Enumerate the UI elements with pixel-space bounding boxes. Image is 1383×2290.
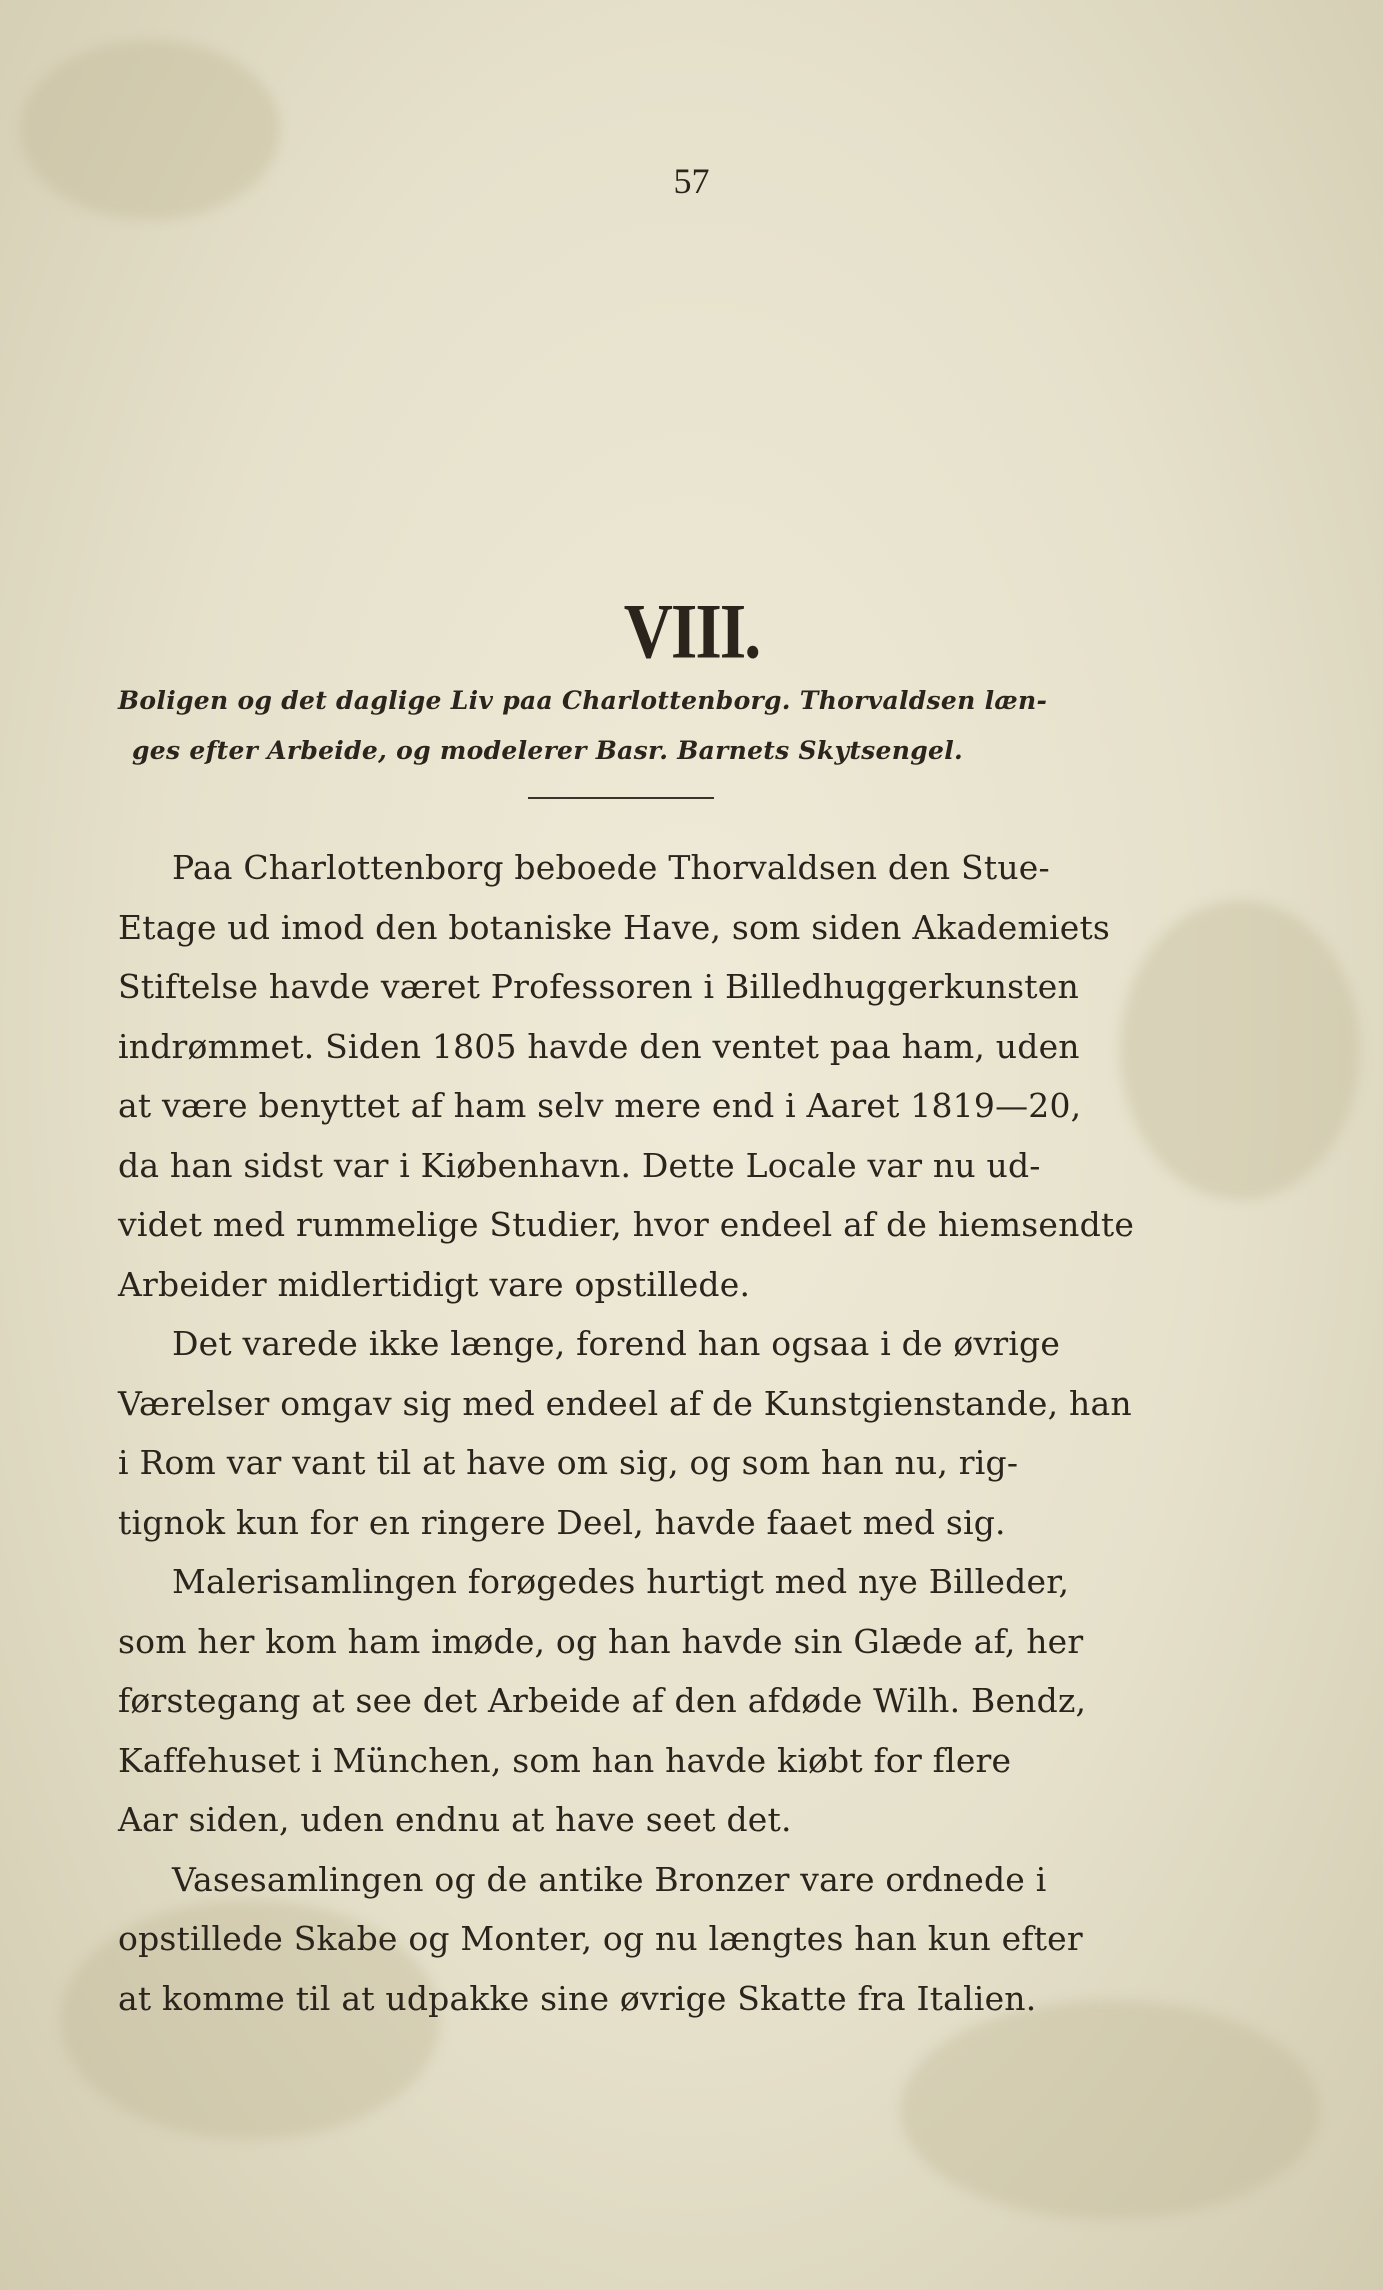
text-line: Det varede ikke længe, forend han ogsaa i de øvrige (172, 1324, 1061, 1363)
chapter-summary (118, 676, 1134, 776)
paper-stain (900, 2000, 1320, 2220)
chapter-summary-line: ges efter Arbeide, og modelerer Basr. Barnets Skytsengel. (132, 736, 964, 765)
text-line: Paa Charlottenborg beboede Thorvaldsen den Stue- (172, 848, 1050, 887)
chapter-heading: VIII. (623, 587, 760, 675)
text-line: Vasesamlingen og de antike Bronzer vare ordnede i (172, 1859, 1047, 1899)
text-line: opstillede Skabe og Monter, og nu længtes han kun efter (118, 1919, 1083, 1958)
text-line: i Rom var vant til at have om sig, og som han nu, rig- (118, 1443, 1019, 1482)
text-line: Aar siden, uden endnu at have seet det. (118, 1800, 792, 1839)
text-line: videt med rummelige Studier, hvor endeel af de hiemsendte (118, 1205, 1135, 1244)
section-divider (528, 797, 714, 799)
text-line: førstegang at see det Arbeide af den afdøde Wilh. Bendz, (118, 1681, 1087, 1720)
chapter-summary-line: Boligen og det daglige Liv paa Charlottenborg. Thorvaldsen læn- (118, 686, 1048, 715)
text-line: at komme til at udpakke sine øvrige Skatte fra Italien. (118, 1978, 1037, 2018)
text-line: indrømmet. Siden 1805 havde den ventet paa ham, uden (118, 1026, 1080, 1066)
text-line: at være benyttet af ham selv mere end i Aaret 1819—20, (118, 1086, 1082, 1125)
text-line: tignok kun for en ringere Deel, havde faaet med sig. (118, 1502, 1006, 1542)
text-line: Værelser omgav sig med endeel af de Kunstgienstande, han (118, 1383, 1132, 1423)
body-text (118, 838, 1148, 2028)
paper-stain (1120, 900, 1360, 1200)
text-line: Kaffehuset i München, som han havde kiøbt for flere (118, 1740, 1012, 1780)
page-number: 57 (673, 161, 710, 201)
text-line: Stiftelse havde været Professoren i Billedhuggerkunsten (118, 967, 1079, 1006)
text-line: Etage ud imod den botaniske Have, som siden Akademiets (118, 907, 1111, 947)
text-line: da han sidst var i Kiøbenhavn. Dette Locale var nu ud- (118, 1145, 1041, 1185)
text-line: Malerisamlingen forøgedes hurtigt med nye Billeder, (172, 1562, 1070, 1601)
text-line: som her kom ham imøde, og han havde sin Glæde af, her (118, 1621, 1084, 1661)
text-line: Arbeider midlertidigt vare opstillede. (118, 1264, 751, 1304)
